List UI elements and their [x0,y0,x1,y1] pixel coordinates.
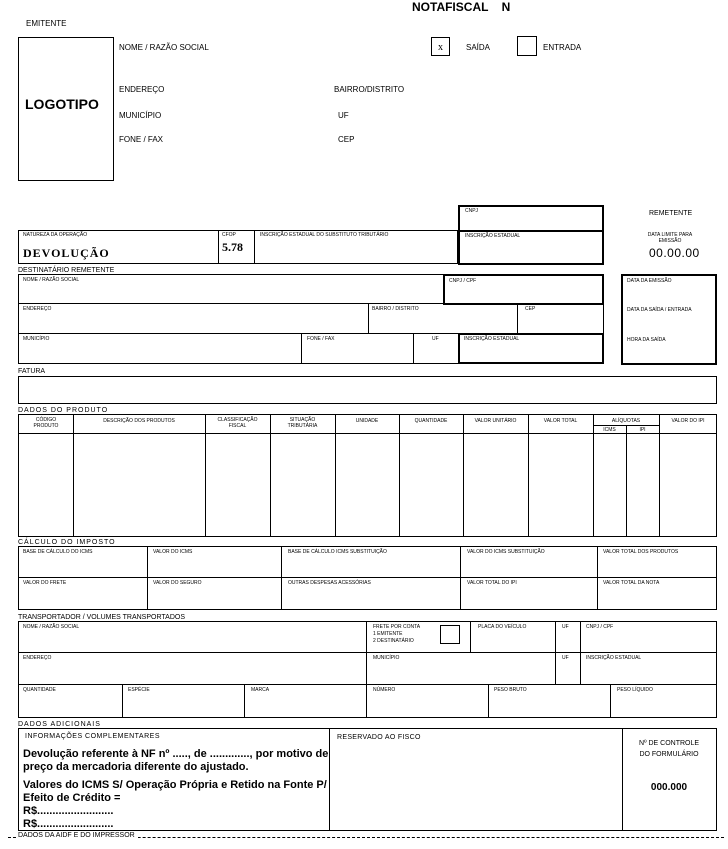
frete-label: FRETE POR CONTA [373,624,421,630]
fone-label: FONE / FAX [119,135,164,144]
col-divider [528,414,529,537]
transp-endereco-label: ENDEREÇO [23,655,52,661]
entrada-label: ENTRADA [543,43,582,52]
frete-checkbox[interactable] [440,625,460,644]
col-situacao: SITUAÇÃO TRIBUTÁRIA [287,417,318,429]
col-valor-total: VALOR TOTAL [543,418,578,424]
transp-municipio-label: MUNICÍPIO [373,655,400,661]
data-emissao-label: DATA DA EMISSÃO [627,278,672,284]
dest-uf-label: UF [432,336,439,342]
divider [329,728,330,831]
dest-endereco-label: ENDEREÇO [23,306,52,312]
valor-total-ipi-label: VALOR TOTAL DO IPI [467,580,517,586]
col-divider [626,425,627,537]
placa-label: PLACA DO VEÍCULO [478,624,527,630]
ie-subst-label: INSCRIÇÃO ESTADUAL DO SUBSTITUTO TRIBUTÁRIO [260,232,389,238]
numero-label: NÚMERO [373,687,396,693]
dest-bairro-label: BAIRRO / DISTRITO [372,306,419,312]
divider [488,684,489,718]
divider [368,303,369,333]
valor-icms-label: VALOR DO ICMS [153,549,193,555]
info-label: INFORMAÇÕES COMPLEMENTARES [25,733,160,740]
saida-label: SAÍDA [466,43,491,52]
col-divider [205,414,206,537]
divider [254,230,255,264]
imposto-section-label: CÁLCULO DO IMPOSTO [18,539,116,546]
endereco-label: ENDEREÇO [119,85,165,94]
valor-total-nota-label: VALOR TOTAL DA NOTA [603,580,660,586]
natureza-value: DEVOLUÇÃO [23,246,110,260]
controle-label-1: Nº DE CONTROLE [638,740,700,747]
document-title [412,0,510,14]
dest-cnpj-label: CNPJ / CPF [449,278,477,284]
col-divider [659,414,660,537]
destinatario-section-label: DESTINATÁRIO REMETENTE [18,267,115,274]
divider [597,546,598,610]
saida-checkbox[interactable]: x [431,37,450,56]
natureza-label: NATUREZA DA OPERAÇÃO [23,232,88,238]
divider [580,621,581,684]
dest-municipio-label: MUNICÍPIO [23,336,50,342]
adicionais-section-label: DADOS ADICIONAIS [18,721,101,728]
divider [366,621,367,718]
divider [622,728,623,831]
col-divider [270,414,271,537]
logo-text: LOGOTIPO [25,96,99,112]
divider [301,333,302,364]
title-text: NOTAFISCAL [412,0,489,14]
info-line-4: Efeito de Crédito = [23,792,121,804]
divider [517,303,518,333]
fisco-label: RESERVADO AO FISCO [337,734,421,741]
divider [147,546,148,610]
valor-seguro-label: VALOR DO SEGURO [153,580,202,586]
hora-saida-label: HORA DA SAÍDA [627,337,666,343]
info-line-5: R$......................... [23,805,114,817]
col-valor-ipi: VALOR DO IPI [671,418,705,424]
nome-label: NOME / RAZÃO SOCIAL [119,43,209,52]
data-limite-label: DATA LIMITE PARA EMISSÃO [647,232,693,244]
transp-uf-label: UF [562,624,569,630]
controle-label-2: DO FORMULÁRIO [639,751,699,758]
produtos-section-label: DADOS DO PRODUTO [18,407,109,414]
peso-bruto-label: PESO BRUTO [494,687,527,693]
info-line-2: preço da mercadoria diferente do ajustado. [23,761,249,773]
col-descricao: DESCRIÇÃO DOS PRODUTOS [103,418,175,424]
ie-label: INSCRIÇÃO ESTADUAL [465,233,521,239]
col-ipi: IPI [639,427,646,433]
outras-despesas-label: OUTRAS DESPESAS ACESSÓRIAS [288,580,371,586]
divider [122,684,123,718]
info-line-1: Devolução referente à NF nº ....., de ............., por motivo de [23,748,329,760]
fatura-label: FATURA [18,368,46,375]
col-aliquotas: ALÍQUOTAS [611,418,641,424]
divider [18,652,717,653]
valor-icms-subst-label: VALOR DO ICMS SUBSTITUIÇÃO [467,549,545,555]
info-line-3: Valores do ICMS S/ Operação Própria e Retido na Fonte P/ [23,779,327,791]
transp-nome-label: NOME / RAZÃO SOCIAL [23,624,80,630]
dest-nome-label: NOME / RAZÃO SOCIAL [23,277,80,283]
col-divider [335,414,336,537]
quantidade-label: QUANTIDADE [23,687,56,693]
divider [555,621,556,684]
data-limite-value: 00.00.00 [649,246,700,260]
divider [18,577,717,578]
emitente-label: EMITENTE [26,19,67,28]
divider [281,546,282,610]
municipio-label: MUNICÍPIO [119,111,162,120]
cep-label: CEP [338,135,355,144]
divider [413,333,414,364]
col-divider [399,414,400,537]
col-classificacao: CLASSIFICAÇÃO FISCAL [217,417,258,429]
especie-label: ESPÉCIE [128,687,150,693]
imposto-box [18,546,717,610]
cnpj-label: CNPJ [465,208,479,214]
cfop-value: 5.78 [222,240,243,254]
fatura-box [18,376,717,404]
number-label: N [501,0,511,14]
valor-frete-label: VALOR DO FRETE [23,580,67,586]
divider [218,230,219,264]
col-divider [73,414,74,537]
frete-destinatario-label: 2 DESTINATÁRIO [373,638,414,644]
dest-cep-label: CEP [525,306,536,312]
controle-value: 000.000 [650,782,688,793]
valor-total-produtos-label: VALOR TOTAL DOS PRODUTOS [603,549,679,555]
marca-label: MARCA [251,687,270,693]
divider [460,546,461,610]
col-quantidade: QUANTIDADE [414,418,448,424]
dest-ie-label: INSCRIÇÃO ESTADUAL [464,336,520,342]
cnpj-emitente-box [458,205,604,232]
divider [610,684,611,718]
uf-label: UF [338,111,349,120]
cfop-label: CFOP [222,232,236,238]
transportador-section-label: TRANSPORTADOR / VOLUMES TRANSPORTADOS [18,614,185,621]
col-divider [463,414,464,537]
base-icms-label: BASE DE CÁLCULO DO ICMS [23,549,93,555]
col-codigo: CÓDIGO PRODUTO [33,417,59,429]
datas-box [621,274,717,365]
transp-ie-label: INSCRIÇÃO ESTADUAL [586,655,642,661]
data-saida-label: DATA DA SAÍDA / ENTRADA [627,307,692,313]
divider [244,684,245,718]
transp-cnpj-label: CNPJ / CPF [586,624,614,630]
col-unidade: UNIDADE [355,418,379,424]
divider [470,621,471,652]
impressor-label: DADOS DA AIDF E DO IMPRESSOR [18,832,138,840]
base-icms-subst-label: BASE DE CÁLCULO ICMS SUBSTITUIÇÃO [288,549,387,555]
col-valor-unitario: VALOR UNITÁRIO [474,418,517,424]
remetente-label: REMETENTE [649,210,693,217]
dest-fone-label: FONE / FAX [307,336,335,342]
entrada-checkbox[interactable] [517,36,537,56]
bairro-label: BAIRRO/DISTRITO [334,85,405,94]
peso-liquido-label: PESO LÍQUIDO [617,687,653,693]
col-icms: ICMS [603,427,616,433]
produtos-header-divider [18,433,717,434]
info-line-6: R$......................... [23,818,114,830]
aliquotas-divider [593,425,659,426]
transp-uf2-label: UF [562,655,569,661]
frete-emitente-label: 1 EMITENTE [373,631,403,637]
